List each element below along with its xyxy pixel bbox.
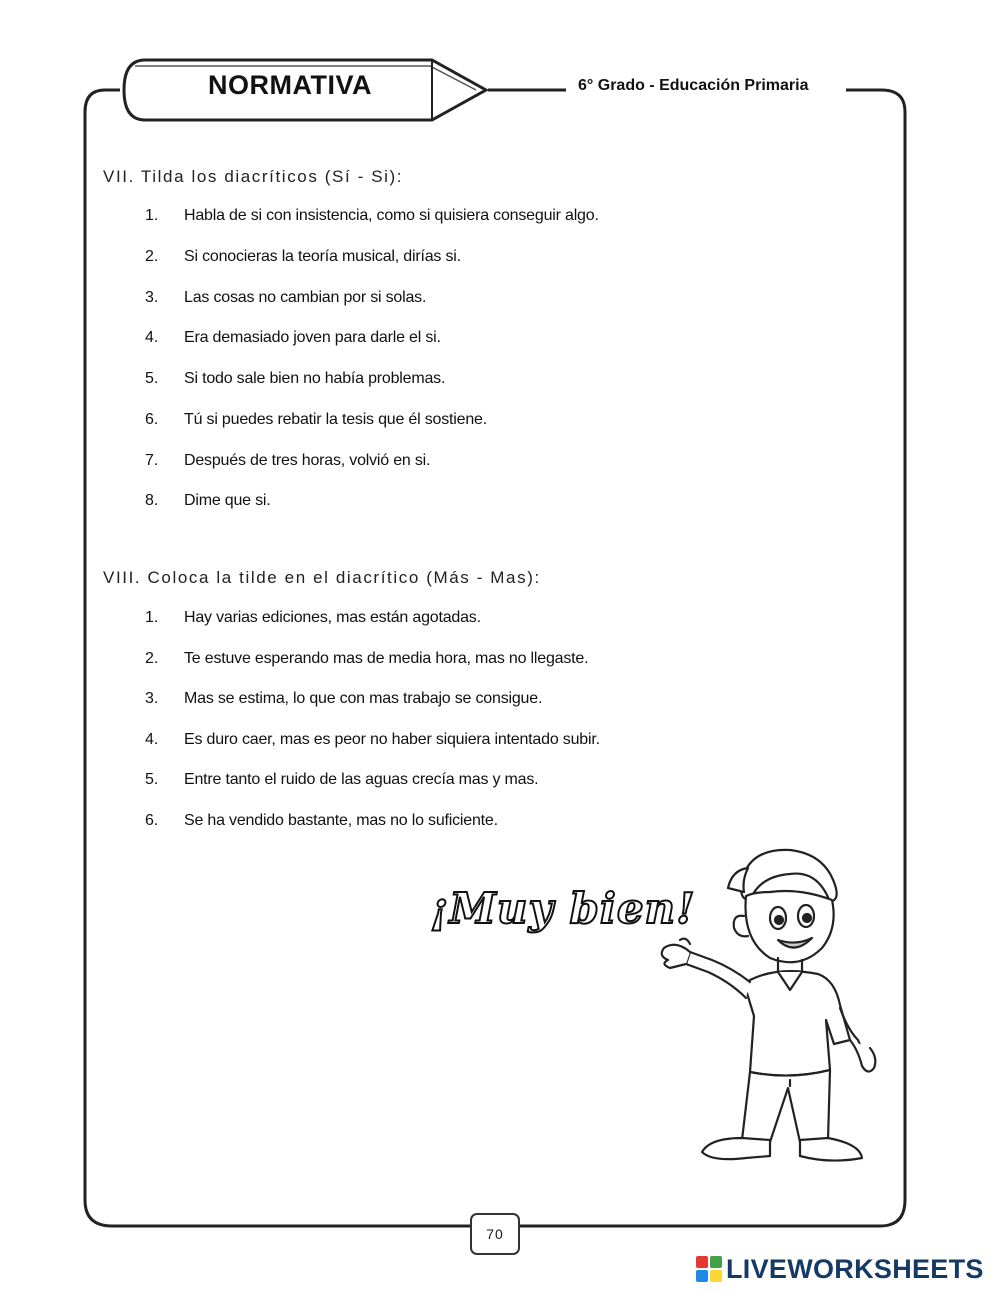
item-number: 4.	[145, 731, 159, 748]
item-number: 1.	[145, 207, 159, 224]
item-sentence[interactable]: Si conocieras la teoría musical, dirías si.	[184, 248, 461, 265]
logo-block	[710, 1256, 722, 1268]
section-vii-heading: VII. Tilda los diacríticos (Sí - Si):	[103, 167, 404, 186]
page-title: NORMATIVA	[208, 70, 372, 100]
item-sentence[interactable]: Las cosas no cambian por si solas.	[184, 289, 427, 306]
item-sentence[interactable]: Te estuve esperando mas de media hora, mas no llegaste.	[184, 650, 589, 667]
item-number: 7.	[145, 452, 159, 469]
item-sentence[interactable]: Habla de si con insistencia, como si quisiera conseguir algo.	[184, 207, 599, 224]
logo-block	[696, 1256, 708, 1268]
item-sentence[interactable]: Era demasiado joven para darle el si.	[184, 329, 441, 346]
item-number: 4.	[145, 329, 159, 346]
item-number: 3.	[145, 690, 159, 707]
item-sentence[interactable]: Se ha vendido bastante, mas no lo suficiente.	[184, 812, 498, 829]
section-viii-heading: VIII. Coloca la tilde en el diacrítico (Más - Mas):	[103, 568, 541, 587]
item-number: 2.	[145, 650, 159, 667]
item-sentence[interactable]: Si todo sale bien no había problemas.	[184, 370, 446, 387]
grade-label: 6° Grado - Educación Primaria	[578, 77, 809, 94]
muy-bien-banner: ¡Muy bien!	[430, 884, 696, 933]
item-sentence[interactable]: Tú si puedes rebatir la tesis que él sostiene.	[184, 411, 487, 428]
item-number: 5.	[145, 771, 159, 788]
item-sentence[interactable]: Es duro caer, mas es peor no haber siquiera intentado subir.	[184, 731, 600, 748]
item-number: 6.	[145, 411, 159, 428]
item-sentence[interactable]: Dime que si.	[184, 492, 271, 509]
logo-block	[710, 1270, 722, 1282]
item-number: 3.	[145, 289, 159, 306]
logo-blocks-icon	[696, 1256, 722, 1282]
liveworksheets-logo[interactable]	[696, 1254, 984, 1284]
item-sentence[interactable]: Entre tanto el ruido de las aguas crecía mas y mas.	[184, 771, 539, 788]
cartoon-boy-icon	[650, 840, 880, 1170]
item-sentence[interactable]: Mas se estima, lo que con mas trabajo se consigue.	[184, 690, 543, 707]
item-number: 2.	[145, 248, 159, 265]
item-number: 1.	[145, 609, 159, 626]
item-number: 5.	[145, 370, 159, 387]
logo-block	[696, 1270, 708, 1282]
page-number: 70	[470, 1213, 520, 1255]
item-number: 8.	[145, 492, 159, 509]
logo-text: LIVEWORKSHEETS	[726, 1253, 984, 1284]
item-sentence[interactable]: Hay varias ediciones, mas están agotadas.	[184, 609, 481, 626]
item-sentence[interactable]: Después de tres horas, volvió en si.	[184, 452, 431, 469]
item-number: 6.	[145, 812, 159, 829]
